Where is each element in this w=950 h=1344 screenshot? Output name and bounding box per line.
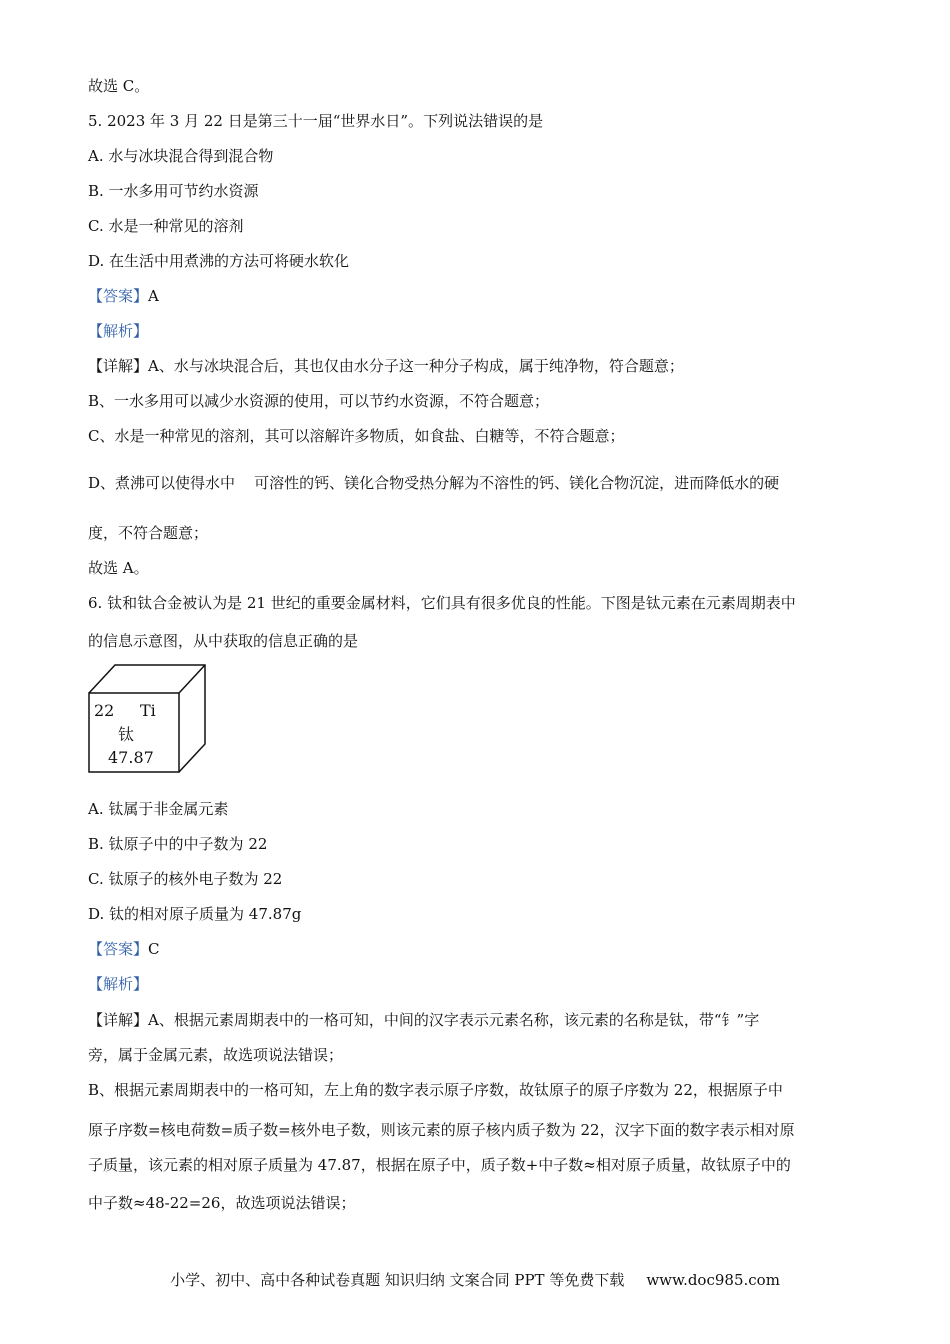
text-line: B、一水多用可以减少水资源的使用，可以节约水资源，不符合题意；	[88, 392, 550, 410]
option-c: C. 水是一种常见的溶剂	[88, 217, 244, 235]
answer-line: 【答案】C	[88, 940, 160, 958]
option-a: A. 钛属于非金属元素	[88, 800, 229, 818]
question-6-stem-cont: 的信息示意图，从中获取的信息正确的是	[88, 632, 359, 650]
element-name: 钛	[118, 725, 135, 744]
analysis-tag: 【解析】	[88, 975, 149, 993]
footer-website-link[interactable]: www.doc985.com	[646, 1271, 780, 1289]
element-cell-diagram	[88, 664, 208, 774]
option-b: B. 一水多用可节约水资源	[88, 182, 259, 200]
text-line: D、煮沸可以使得水中 可溶性的钙、镁化合物受热分解为不溶性的钙、镁化合物沉淀，进而降低水的硬	[88, 474, 780, 492]
atomic-mass: 47.87	[108, 748, 154, 767]
text-line: 故选 A。	[88, 559, 149, 577]
detail-line: 【详解】A、根据元素周期表中的一格可知，中间的汉字表示元素名称，该元素的名称是钛，带“钅”字	[88, 1011, 760, 1029]
text-line: 原子序数=核电荷数=质子数=核外电子数，则该元素的原子核内质子数为 22，汉字下面的数字表示相对原	[88, 1121, 795, 1139]
option-d: D. 在生活中用煮沸的方法可将硬水软化	[88, 252, 350, 270]
text-line: 度，不符合题意；	[88, 524, 209, 542]
option-a: A. 水与冰块混合得到混合物	[88, 147, 274, 165]
footer-promo-text: 小学、初中、高中各种试卷真题 知识归纳 文案合同 PPT 等免费下载	[170, 1271, 625, 1289]
page-footer	[0, 1270, 950, 1290]
detail-line: 【详解】A、水与冰块混合后，其也仅由水分子这一种分子构成，属于纯净物，符合题意；	[88, 357, 684, 375]
text-line: 故选 C。	[88, 77, 150, 95]
answer-tag: 【答案】	[88, 287, 149, 305]
option-b: B. 钛原子中的中子数为 22	[88, 835, 268, 853]
question-5-stem: 5. 2023 年 3 月 22 日是第三十一届“世界水日”。下列说法错误的是	[88, 112, 544, 130]
answer-tag: 【答案】	[88, 940, 149, 958]
text-line: B、根据元素周期表中的一格可知，左上角的数字表示原子序数，故钛原子的原子序数为 22，根据原子中	[88, 1081, 783, 1099]
detail-tag: 【详解】	[88, 1011, 149, 1029]
analysis-line	[88, 974, 148, 994]
text-line: C、水是一种常见的溶剂，其可以溶解许多物质，如食盐、白糖等，不符合题意；	[88, 427, 625, 445]
atomic-number: 22	[94, 701, 115, 720]
detail-tag: 【详解】	[88, 357, 149, 375]
text-line: 子质量，该元素的相对原子质量为 47.87，根据在原子中，质子数+中子数≈相对原子质量，故钛原子中的	[88, 1156, 791, 1174]
option-c: C. 钛原子的核外电子数为 22	[88, 870, 283, 888]
text-line: 中子数≈48-22=26，故选项说法错误；	[88, 1194, 356, 1212]
text-line: 旁，属于金属元素，故选项说法错误；	[88, 1046, 344, 1064]
element-symbol: Ti	[140, 701, 156, 720]
analysis-tag: 【解析】	[88, 322, 149, 340]
answer-line: 【答案】A	[88, 287, 159, 305]
option-d: D. 钛的相对原子质量为 47.87g	[88, 905, 302, 923]
question-6-stem: 6. 钛和钛合金被认为是 21 世纪的重要金属材料，它们具有很多优良的性能。下图是钛元素在元素周期表中	[88, 594, 796, 612]
analysis-line	[88, 321, 148, 341]
